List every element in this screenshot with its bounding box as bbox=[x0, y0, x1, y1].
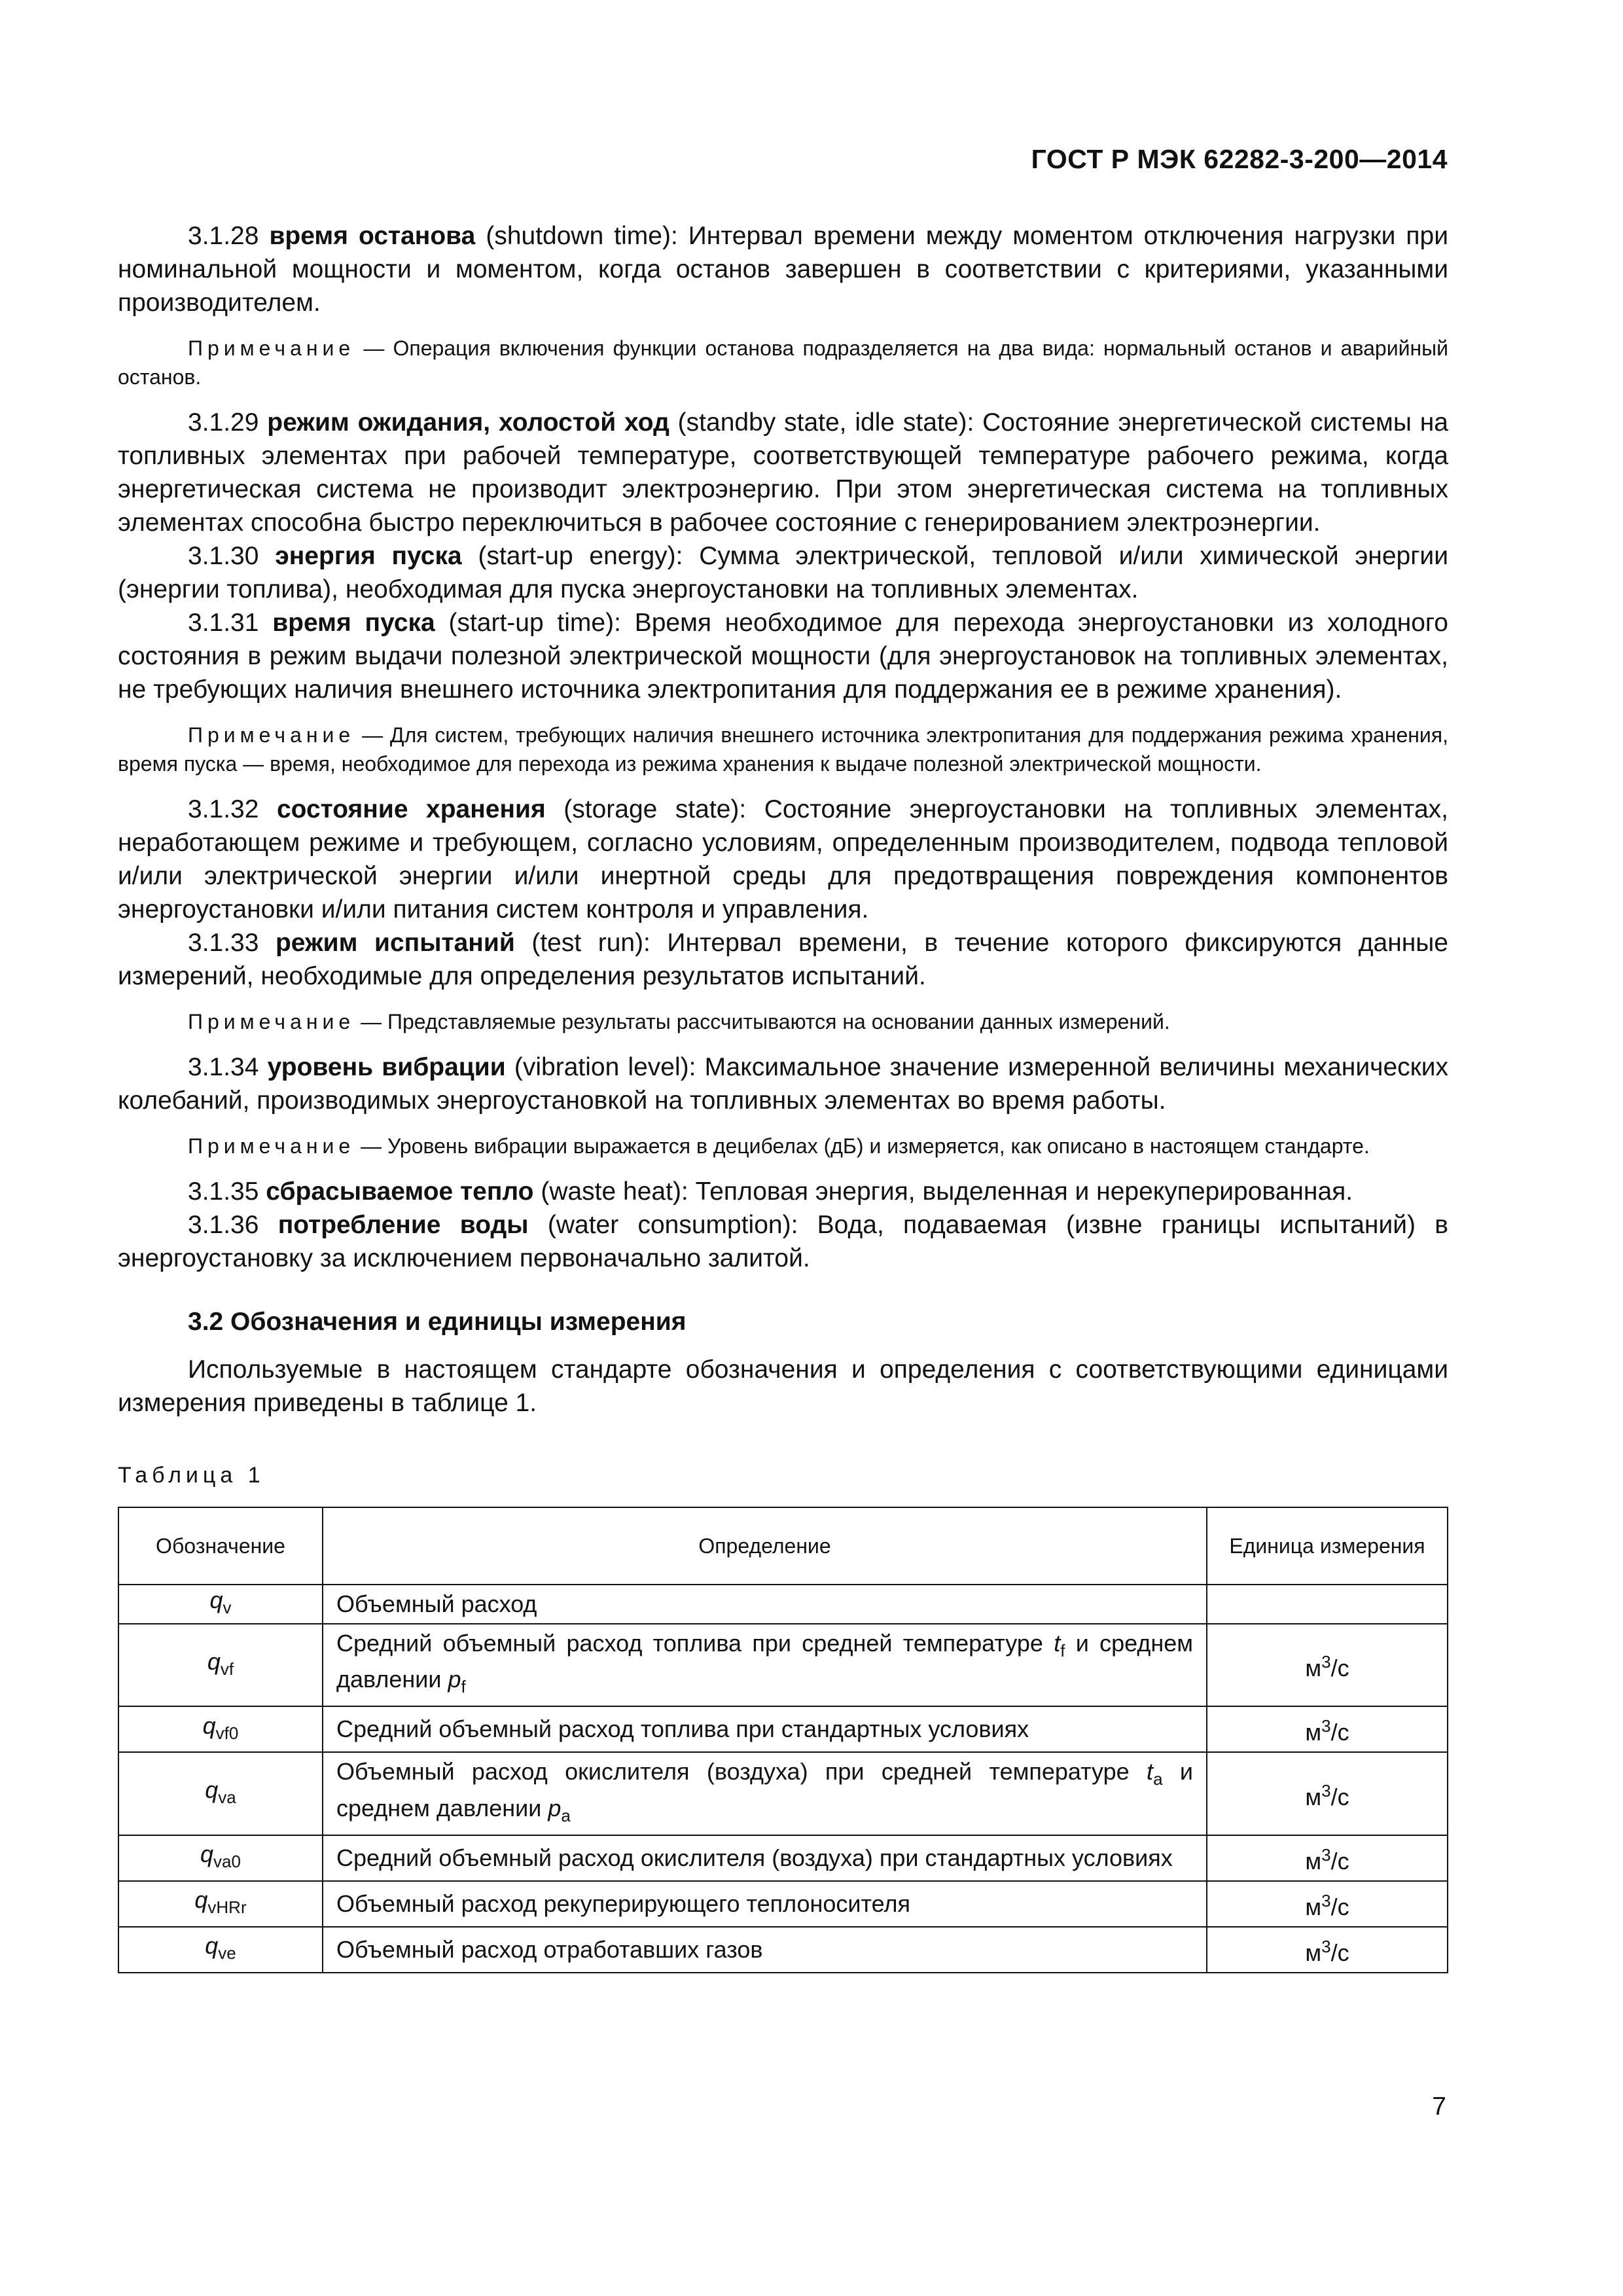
term: энергия пуска bbox=[275, 542, 462, 570]
table-header-row bbox=[118, 1507, 1448, 1585]
term: потребление воды bbox=[277, 1211, 529, 1239]
term: режим ожидания, холостой ход bbox=[267, 408, 669, 437]
symbol-cell: $q_v$ bbox=[118, 1585, 323, 1624]
table-row bbox=[118, 1585, 1448, 1624]
note-2: Примечание — Для систем, требующих наличия внешнего источника электропитания для поддержания режима хранения, время пуска — время, необходимое для перехода из режима хранения к выдаче полезной электрической мощности. bbox=[118, 723, 1448, 776]
term: состояние хранения bbox=[276, 795, 546, 823]
page-number: 7 bbox=[1432, 2092, 1446, 2121]
table-row bbox=[118, 1752, 1448, 1835]
symbol-cell: $q_{ve}$ bbox=[118, 1927, 323, 1973]
unit-cell: $м^3/с$ bbox=[1207, 1752, 1448, 1835]
definition-cell: Средний объемный расход окислителя (воздуха) при стандартных условиях bbox=[323, 1835, 1207, 1881]
symbol-cell: $q_{va0}$ bbox=[118, 1835, 323, 1881]
definition-3-1-30: 3.1.30 энергия пуска (start-up energy): Сумма электрической, тепловой и/или химической энергии (энергии топлива), необходимая для пуска энергоустановки на топливных элементах. bbox=[118, 542, 1449, 603]
definition-3-1-33: 3.1.33 режим испытаний (test run): Интервал времени, в течение которого фиксируются данные измерений, необходимые для определения результатов испытаний. bbox=[118, 929, 1448, 990]
unit-cell: $м^3/с$ bbox=[1207, 1624, 1448, 1706]
definition-3-1-35: 3.1.35 сбрасываемое тепло (waste heat): Тепловая энергия, выделенная и нерекуперированная. bbox=[188, 1177, 1353, 1206]
symbol-cell: $q_{vHRr}$ bbox=[118, 1881, 323, 1927]
definition-cell: Объемный расход отработавших газов bbox=[323, 1927, 1207, 1973]
symbol-cell: $q_{vf0}$ bbox=[118, 1706, 323, 1752]
section-intro: Используемые в настоящем стандарте обозначения и определения с соответствующими единицами измерения приведены в таблице 1. bbox=[118, 1355, 1448, 1417]
document-header: ГОСТ Р МЭК 62282-3-200—2014 bbox=[1031, 144, 1448, 174]
definition-3-1-34: 3.1.34 уровень вибрации (vibration level): Максимальное значение измеренной величины механических колебаний, производимых энергоустановкой на топливных элементах во время работы. bbox=[118, 1053, 1448, 1115]
symbols-table bbox=[118, 1507, 1448, 1973]
definition-3-1-28: 3.1.28 время останова (shutdown time): Интервал времени между моментом отключения нагрузки при номинальной мощности и моментом, когда останов завершен в соответствии с критериями, указанными производителем. bbox=[118, 222, 1448, 317]
term: время пуска bbox=[272, 609, 435, 637]
section-title: 3.2 Обозначения и единицы измерения bbox=[188, 1308, 687, 1336]
unit-cell: $м^3/с$ bbox=[1207, 1881, 1448, 1927]
definition-cell: Объемный расход рекуперирующего теплоносителя bbox=[323, 1881, 1207, 1927]
unit-cell bbox=[1207, 1585, 1448, 1624]
definition-3-1-31: 3.1.31 время пуска (start-up time): Время необходимое для перехода энергоустановки из холодного состояния в режим выдачи полезной электрической мощности (для энергоустановок на топливных элементах, не требующих наличия внешнего источника электропитания для поддержания ее в режиме хранения). bbox=[118, 609, 1448, 704]
definition-cell: Средний объемный расход топлива при средней температуре $t_f$ и среднем давлении $p_f$ bbox=[323, 1624, 1207, 1706]
unit-cell: $м^3/с$ bbox=[1207, 1835, 1448, 1881]
definition-cell: Объемный расход окислителя (воздуха) при средней температуре $t_a$ и среднем давлении $p_a$ bbox=[323, 1752, 1207, 1835]
term: время останова bbox=[269, 222, 476, 250]
term: уровень вибрации bbox=[267, 1053, 506, 1081]
table-row bbox=[118, 1706, 1448, 1752]
definition-3-1-36: 3.1.36 потребление воды (water consumption): Вода, подаваемая (извне границы испытаний) в энергоустановку за исключением первоначально залитой. bbox=[118, 1211, 1448, 1272]
definition-3-1-29: 3.1.29 режим ожидания, холостой ход (standby state, idle state): Состояние энергетической системы на топливных элементах при рабочей температуре, соответствующей температуре рабочего режима, когда энергетическая система не производит электроэнергию. При этом энергетическая система на топливных элементах способна быстро переключиться в рабочее состояние с генерированием электроэнергии. bbox=[118, 408, 1448, 537]
table-row bbox=[118, 1835, 1448, 1881]
definition-cell: Средний объемный расход топлива при стандартных условиях bbox=[323, 1706, 1207, 1752]
table-row bbox=[118, 1624, 1448, 1706]
term: режим испытаний bbox=[275, 929, 515, 957]
unit-cell: $м^3/с$ bbox=[1207, 1706, 1448, 1752]
symbol-cell: $q_{vf}$ bbox=[118, 1624, 323, 1706]
table-row bbox=[118, 1881, 1448, 1927]
definition-cell: Объемный расход bbox=[323, 1585, 1207, 1624]
header-unit: Единица измерения bbox=[1207, 1507, 1448, 1585]
table-caption: Таблица 1 bbox=[118, 1463, 265, 1488]
term: сбрасываемое тепло bbox=[266, 1177, 534, 1206]
unit-cell: $м^3/с$ bbox=[1207, 1927, 1448, 1973]
symbol-cell: $q_{va}$ bbox=[118, 1752, 323, 1835]
definition-3-1-32: 3.1.32 состояние хранения (storage state): Состояние энергоустановки на топливных элементах, неработающем режиме и требующем, согласно условиям, определенным производителем, подвода тепловой и/или электрической энергии и/или инертной среды для предотвращения повреждения компонентов энергоустановки и/или питания систем контроля и управления. bbox=[118, 795, 1449, 924]
note-3: Примечание — Представляемые результаты рассчитываются на основании данных измерений. bbox=[188, 1010, 1170, 1033]
table-row bbox=[118, 1927, 1448, 1973]
header-definition: Определение bbox=[323, 1507, 1207, 1585]
page-content bbox=[118, 219, 1448, 1973]
header-symbol: Обозначение bbox=[118, 1507, 323, 1585]
note-4: Примечание — Уровень вибрации выражается в децибелах (дБ) и измеряется, как описано в настоящем стандарте. bbox=[188, 1134, 1370, 1158]
note-1: Примечание — Операция включения функции останова подразделяется на два вида: нормальный останов и аварийный останов. bbox=[118, 336, 1448, 389]
